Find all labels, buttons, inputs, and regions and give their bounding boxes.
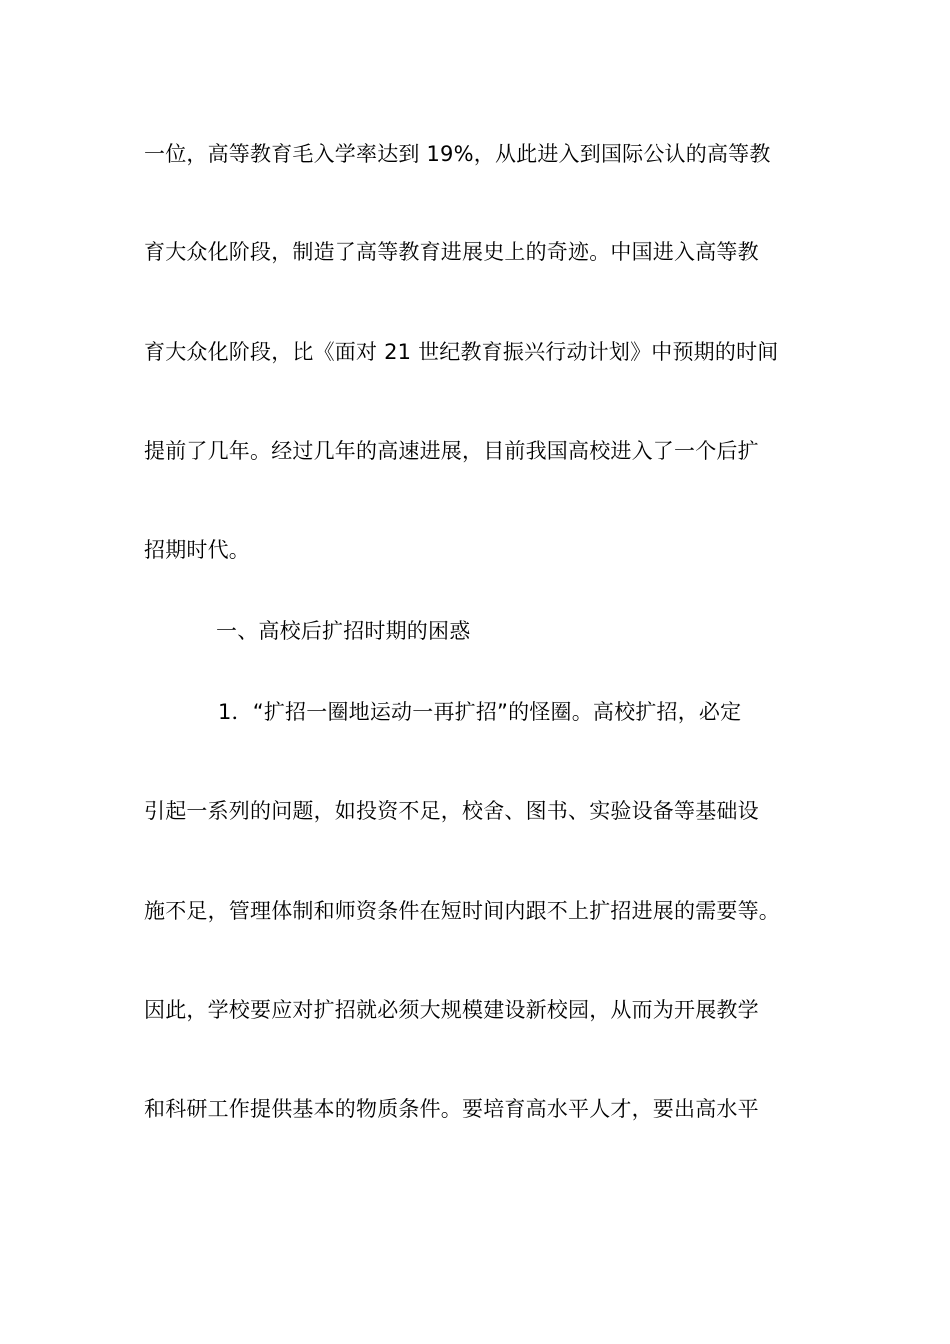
paragraph-line: 提前了几年。经过几年的高速进展，目前我国高校进入了一个后扩	[144, 439, 759, 463]
paragraph-line: 1．“扩招一圈地运动一再扩招”的怪圈。高校扩招，必定	[218, 700, 742, 724]
paragraph-line: 招期时代。	[144, 538, 250, 562]
paragraph-line: 和科研工作提供基本的物质条件。要培育高水平人才，要出高水平	[144, 1097, 759, 1121]
paragraph-line: 因此，学校要应对扩招就必须大规模建设新校园，从而为开展教学	[144, 998, 759, 1022]
paragraph-line: 一位，高等教育毛入学率达到 19%，从此进入到国际公认的高等教	[144, 142, 771, 166]
paragraph-line: 育大众化阶段，制造了高等教育进展史上的奇迹。中国进入高等教	[144, 240, 759, 264]
paragraph-line: 施不足，管理体制和师资条件在短时间内跟不上扩招进展的需要等。	[144, 899, 780, 923]
section-heading: 一、高校后扩招时期的困惑	[216, 619, 471, 643]
paragraph-line: 育大众化阶段，比《面对 21 世纪教育振兴行动计划》中预期的时间	[144, 340, 779, 364]
paragraph-line: 引起一系列的问题，如投资不足，校舍、图书、实验设备等基础设	[144, 799, 759, 823]
